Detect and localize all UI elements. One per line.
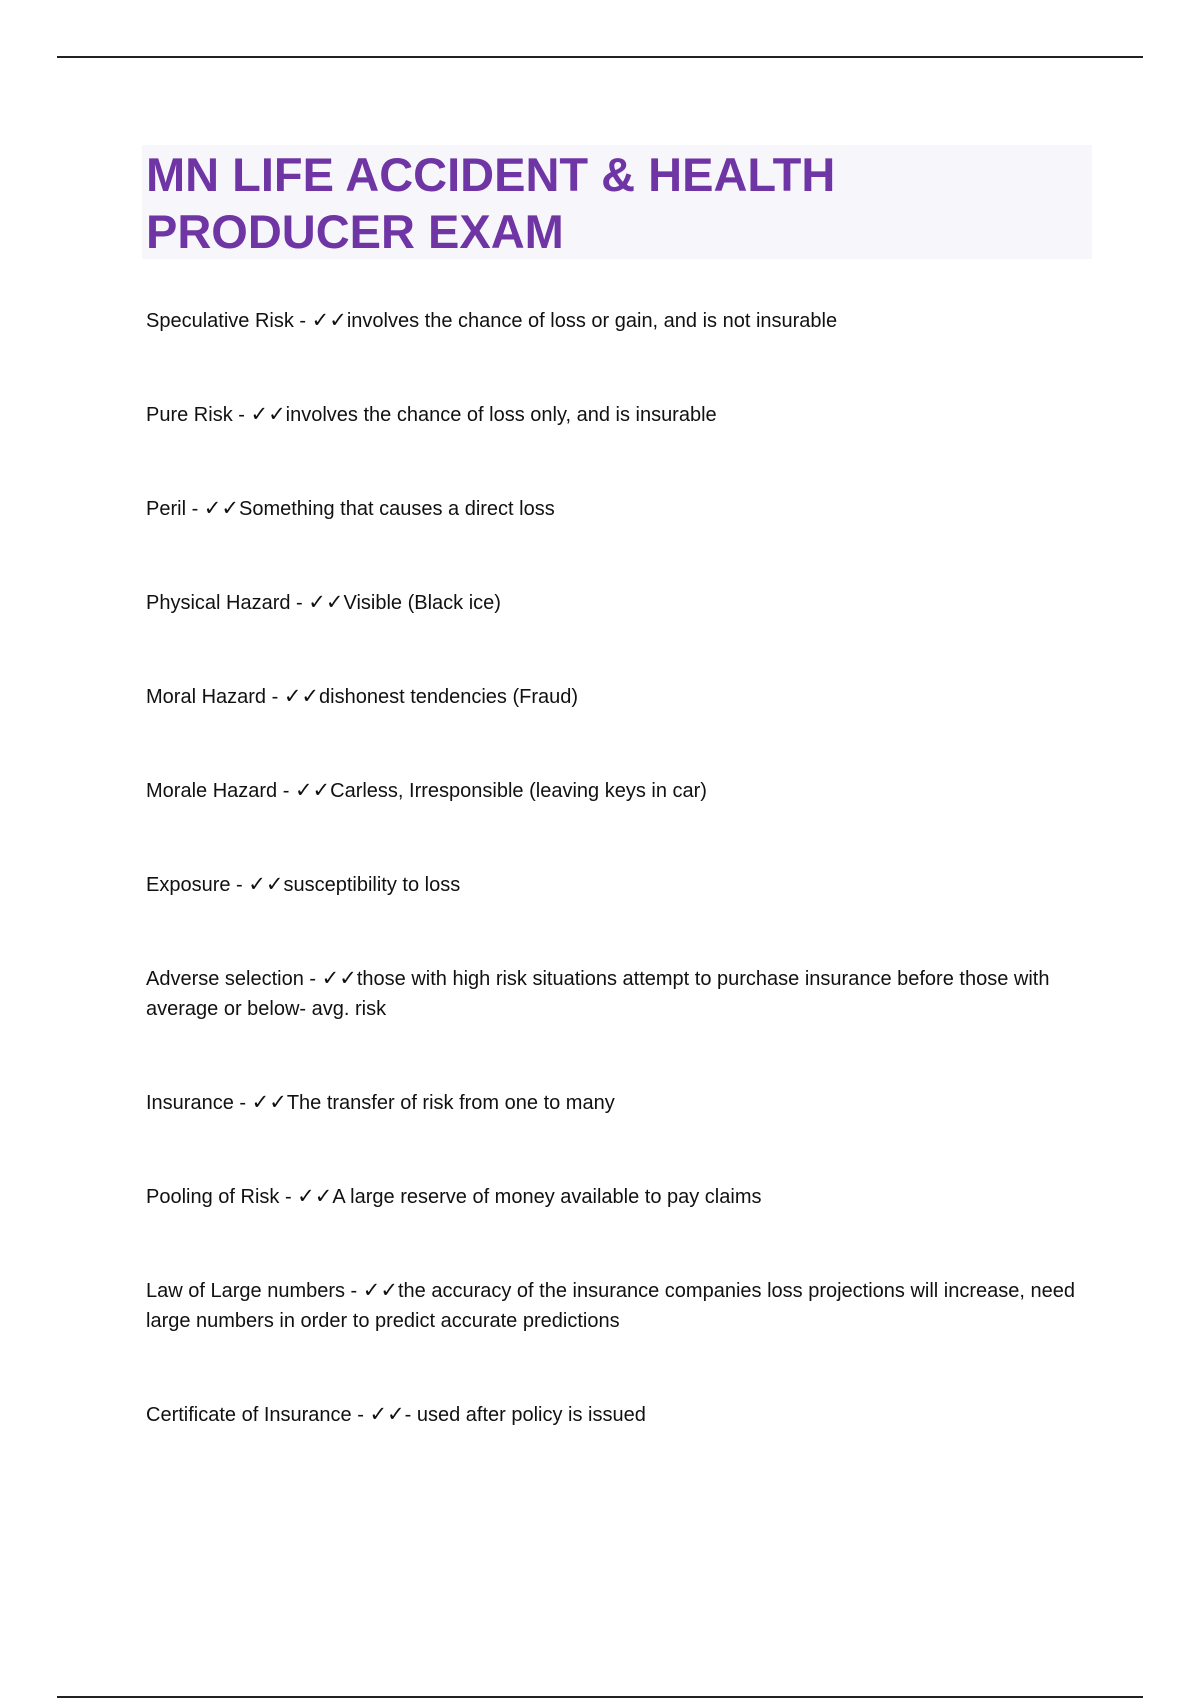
list-item [146,775,1096,806]
term-label: Physical Hazard - [146,592,309,614]
document-title: MN LIFE ACCIDENT & HEALTH PRODUCER EXAM [146,148,836,258]
term-definition: susceptibility to loss [283,874,461,896]
list-item [146,1399,1096,1430]
check-icon: ✓✓ [369,1402,405,1426]
term-definition: Visible (Black ice) [343,592,501,614]
term-label: Adverse selection - [146,968,322,990]
term-label: Insurance - [146,1092,252,1114]
check-icon: ✓✓ [311,308,347,332]
check-icon: ✓✓ [362,1278,398,1302]
term-definition: A large reserve of money available to pay claims [332,1186,762,1208]
list-item [146,1275,1096,1336]
bottom-rule [57,1696,1143,1698]
term-definition: the accuracy of the insurance companies loss projections will increase, need large numbers in order to predict accurate predictions [146,1280,1076,1332]
list-item [146,399,1096,430]
list-item [146,1181,1096,1212]
term-definition: dishonest tendencies (Fraud) [319,686,579,708]
list-item [146,869,1096,900]
term-label: Morale Hazard - [146,780,295,802]
list-item [146,587,1096,618]
term-definition: The transfer of risk from one to many [286,1092,615,1114]
term-label: Certificate of Insurance - [146,1404,370,1426]
list-item [146,963,1096,1024]
term-definition: involves the chance of loss or gain, and is not insurable [346,310,838,332]
term-label: Exposure - [146,874,249,896]
check-icon: ✓✓ [321,966,357,990]
check-icon: ✓✓ [283,684,320,708]
term-definition: Something that causes a direct loss [239,498,555,520]
term-definition: those with high risk situations attempt to purchase insurance before those with average or below- avg. risk [146,968,1050,1020]
list-item [146,305,1096,336]
term-label: Law of Large numbers - [146,1280,363,1302]
term-definition: Carless, Irresponsible (leaving keys in car) [330,780,707,802]
check-icon: ✓✓ [250,402,286,426]
list-item [146,1087,1096,1118]
term-label: Pooling of Risk - [146,1186,298,1208]
check-icon: ✓✓ [203,496,239,520]
check-icon: ✓✓ [294,778,331,802]
list-item [146,493,1096,524]
top-rule [57,56,1143,58]
check-icon: ✓✓ [308,590,344,614]
term-definition: - used after policy is issued [404,1404,646,1426]
list-item [146,681,1096,712]
term-label: Pure Risk - [146,404,251,426]
term-definition: involves the chance of loss only, and is insurable [285,404,717,426]
term-label: Peril - [146,498,204,520]
term-label: Moral Hazard - [146,686,284,708]
check-icon: ✓✓ [297,1184,333,1208]
term-list [146,305,1096,1493]
term-label: Speculative Risk - [146,310,312,332]
check-icon: ✓✓ [251,1090,287,1114]
check-icon: ✓✓ [248,872,284,896]
